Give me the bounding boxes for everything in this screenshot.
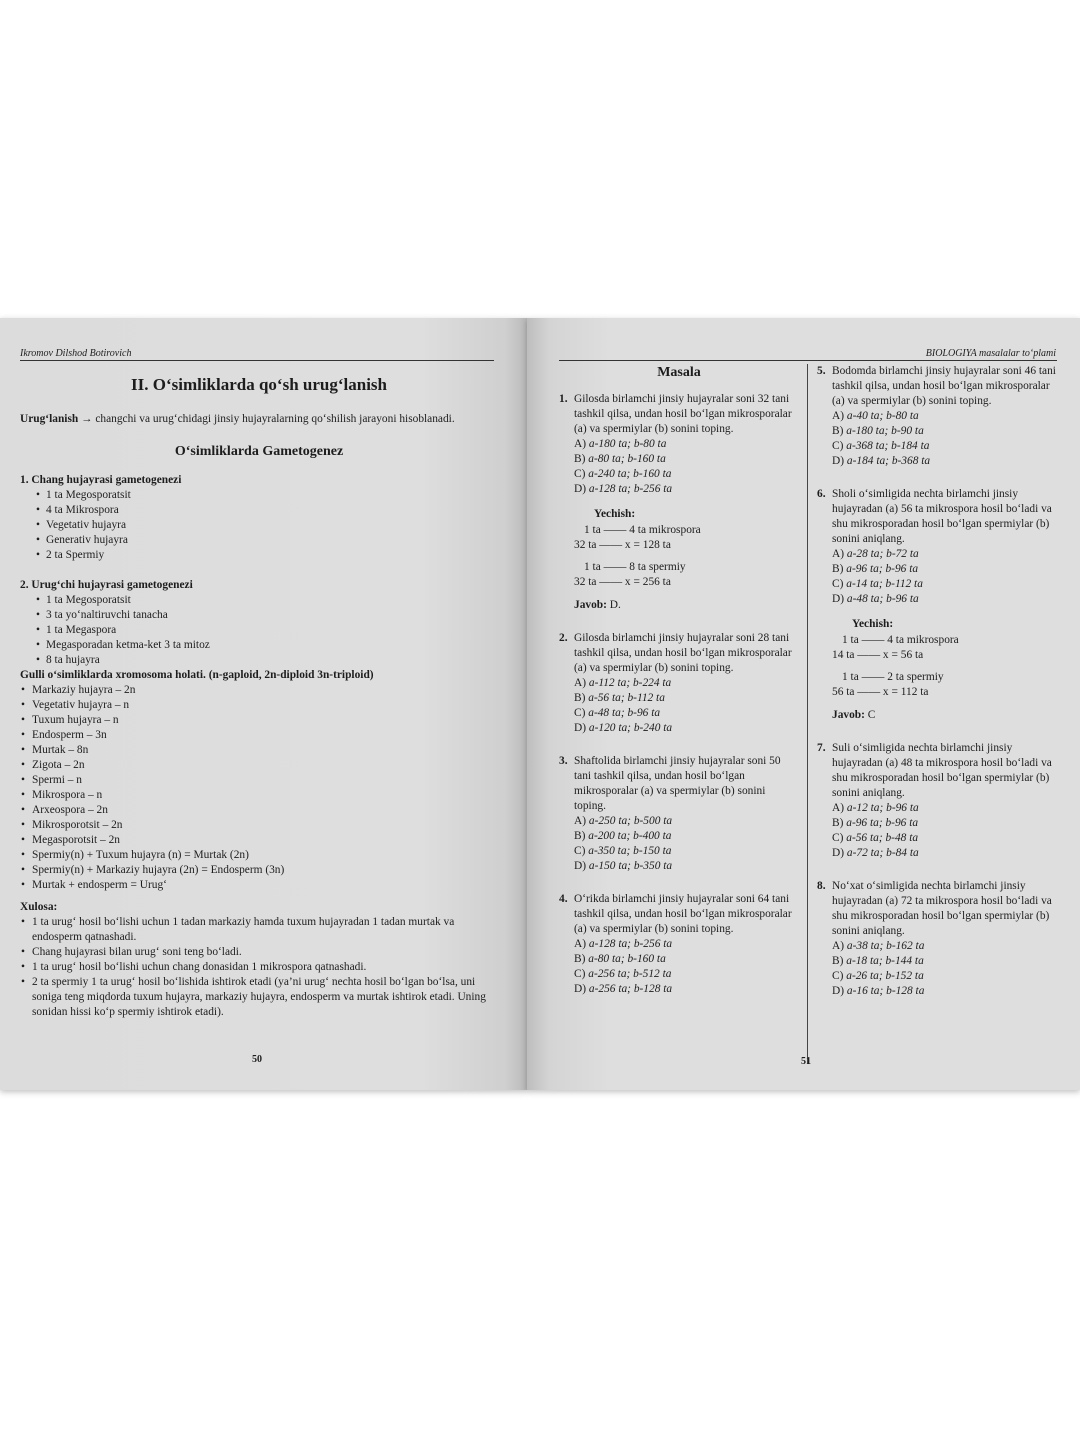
answer-option <box>817 969 1057 984</box>
problem-text: Shaftolida birlamchi jinsiy hujayralar soni 50 tani tashkil qilsa, undan hosil bo‘lgan mikrosporalar (a) va spermiylar (b) sonini toping. <box>574 755 781 812</box>
answer-label: Javob: <box>832 709 865 721</box>
option-letter: D) <box>574 722 587 734</box>
answer-option <box>559 721 799 736</box>
solution-answer <box>832 708 1057 723</box>
solution-line: 1 ta —— 8 ta spermiy <box>584 561 686 573</box>
problem <box>559 631 799 736</box>
section-subtitle: O‘simliklarda Gametogenez <box>174 444 344 459</box>
left-page <box>0 318 527 1090</box>
answer-option <box>817 547 1057 562</box>
option-value: a-128 ta; b-256 ta <box>588 938 673 950</box>
problem-text: Gilosda birlamchi jinsiy hujayralar soni 32 tani tashkil qilsa, undan hosil bo‘lgan mikrosporalar (a) va spermiylar (b) sonini toping. <box>574 393 792 435</box>
problem-question <box>559 631 799 676</box>
option-value: a-26 ta; b-152 ta <box>846 970 924 982</box>
option-letter: C) <box>832 440 844 452</box>
option-value: a-240 ta; b-160 ta <box>588 468 672 480</box>
problem-number: 7. <box>817 742 826 754</box>
option-value: a-56 ta; b-112 ta <box>588 692 665 704</box>
option-value: a-80 ta; b-160 ta <box>588 453 666 465</box>
problem-number: 8. <box>817 880 826 892</box>
answer-option <box>817 816 1057 831</box>
list-item: • Murtak + endosperm = Urug‘ <box>20 878 498 893</box>
section1-heading: 1. Chang hujayrasi gametogenezi <box>20 474 182 486</box>
problem-question <box>817 741 1057 801</box>
conclusion-list <box>20 915 498 1020</box>
problem <box>559 392 799 613</box>
list-item: • Murtak – 8n <box>20 743 498 758</box>
option-letter: C) <box>832 970 844 982</box>
list-item: • Vegetativ hujayra – n <box>20 698 498 713</box>
list-item: • 3 ta yo‘naltiruvchi tanacha <box>20 608 498 623</box>
solution-line: 32 ta —— x = 128 ta <box>574 539 671 551</box>
option-letter: B) <box>832 955 844 967</box>
list-item: • Megasporadan ketma-ket 3 ta mitoz <box>20 638 498 653</box>
option-letter: D) <box>832 593 845 605</box>
option-letter: D) <box>832 455 845 467</box>
list-item: • 2 ta Spermiy <box>20 548 498 563</box>
solution-line: 1 ta —— 4 ta mikrospora <box>842 634 959 646</box>
option-letter: B) <box>574 453 586 465</box>
list-item: • Markaziy hujayra – 2n <box>20 683 498 698</box>
answer-option <box>559 437 799 452</box>
option-value: a-128 ta; b-256 ta <box>588 483 673 495</box>
problem-number: 3. <box>559 755 568 767</box>
answer-value: D. <box>609 599 621 611</box>
answer-option <box>817 577 1057 592</box>
problem <box>817 741 1057 861</box>
arrow-icon: → <box>81 413 93 425</box>
solution-line: 56 ta —— x = 112 ta <box>832 686 929 698</box>
answer-option <box>559 859 799 874</box>
answer-option <box>559 829 799 844</box>
answer-option <box>817 592 1057 607</box>
option-value: a-56 ta; b-48 ta <box>846 832 919 844</box>
option-letter: A) <box>574 938 587 950</box>
problem-question <box>817 364 1057 409</box>
conclusion-heading: Xulosa: <box>20 901 58 913</box>
option-value: a-200 ta; b-400 ta <box>588 830 672 842</box>
option-letter: B) <box>832 563 844 575</box>
solution <box>817 617 1057 723</box>
option-value: a-112 ta; b-224 ta <box>588 677 672 689</box>
option-value: a-16 ta; b-128 ta <box>846 985 925 997</box>
list-item: • 1 ta Megosporatsit <box>20 488 498 503</box>
problem-text: No‘xat o‘simligida nechta birlamchi jinsiy hujayradan (a) 72 ta mikrospora hosil bo‘ladi va shu mikrosporadan hosil bo‘lgan spermiylar (b) sonini aniqlang. <box>832 880 1052 937</box>
answer-option <box>559 937 799 952</box>
option-letter: D) <box>832 985 845 997</box>
solution-heading: Yechish: <box>852 618 894 630</box>
option-value: a-256 ta; b-512 ta <box>588 968 672 980</box>
option-letter: C) <box>574 968 586 980</box>
masala-title: Masala <box>657 365 701 380</box>
option-value: a-96 ta; b-96 ta <box>846 817 919 829</box>
answer-option <box>817 954 1057 969</box>
option-value: a-368 ta; b-184 ta <box>846 440 930 452</box>
option-letter: C) <box>574 468 586 480</box>
option-letter: A) <box>832 410 845 422</box>
list-item: • 1 ta Megosporatsit <box>20 593 498 608</box>
answer-option <box>817 424 1057 439</box>
list-item: • Generativ hujayra <box>20 533 498 548</box>
problem <box>559 892 799 997</box>
option-value: a-180 ta; b-90 ta <box>846 425 924 437</box>
option-value: a-250 ta; b-500 ta <box>588 815 673 827</box>
list-item: • Vegetativ hujayra <box>20 518 498 533</box>
solution-line: 14 ta —— x = 56 ta <box>832 649 924 661</box>
answer-option <box>559 467 799 482</box>
option-value: a-18 ta; b-144 ta <box>846 955 924 967</box>
option-value: a-38 ta; b-162 ta <box>846 940 925 952</box>
solution-line: 1 ta —— 4 ta mikrospora <box>584 524 701 536</box>
problem <box>817 879 1057 999</box>
problem <box>817 364 1057 469</box>
option-letter: B) <box>574 692 586 704</box>
option-letter: A) <box>832 802 845 814</box>
problem-number: 5. <box>817 365 826 377</box>
problem-text: Gilosda birlamchi jinsiy hujayralar soni 28 tani tashkil qilsa, undan hosil bo‘lgan mikrosporalar (a) va spermiylar (b) sonini toping. <box>574 632 792 674</box>
answer-option <box>817 801 1057 816</box>
running-head-right: BIOLOGIYA masalalar to‘plami <box>925 348 1056 359</box>
list-item: • Spermi – n <box>20 773 498 788</box>
list-item: • 8 ta hujayra <box>20 653 498 668</box>
left-content <box>20 374 498 1020</box>
answer-option <box>817 439 1057 454</box>
section2-heading: 2. Urug‘chi hujayrasi gametogenezi <box>20 579 193 591</box>
option-value: a-184 ta; b-368 ta <box>846 455 931 467</box>
definition-text: changchi va urug‘chidagi jinsiy hujayralarning qo‘shilish jarayoni hisoblanadi. <box>95 413 455 425</box>
chapter-title: II. O‘simliklarda qo‘sh urug‘lanish <box>130 375 387 394</box>
option-letter: A) <box>574 438 587 450</box>
chromosome-heading: Gulli o‘simliklarda xromosoma holati. (n-gaploid, 2n-diploid 3n-triploid) <box>20 669 374 681</box>
column-divider <box>807 364 808 1064</box>
chromosome-list <box>20 683 498 893</box>
solution-line: 32 ta —— x = 256 ta <box>574 576 671 588</box>
answer-option <box>559 482 799 497</box>
option-letter: C) <box>832 832 844 844</box>
answer-option <box>559 452 799 467</box>
page-number-left: 50 <box>252 1054 262 1065</box>
solution-answer <box>574 598 799 613</box>
answer-option <box>559 676 799 691</box>
answer-option <box>559 814 799 829</box>
problem-text: Suli o‘simligida nechta birlamchi jinsiy hujayradan (a) 48 ta mikrospora hosil bo‘ladi va shu mikrosporadan hosil bo‘lgan spermiylar (b) sonini aniqlang. <box>832 742 1052 799</box>
answer-option <box>559 691 799 706</box>
option-letter: A) <box>832 940 845 952</box>
option-value: a-180 ta; b-80 ta <box>588 438 667 450</box>
list-item: • 4 ta Mikrospora <box>20 503 498 518</box>
list-item: • 2 ta spermiy 1 ta urug‘ hosil bo‘lishida ishtirok etadi (ya’ni urug‘ nechta hosil bo‘lgan bo‘lsa, uni soniga teng miqdorda tuxum hujayra, markaziy hujayra, endosperm va murtak ishtirok etadi. Uning sonidan hissi ko‘p spermiy ishtirok etadi). <box>20 975 498 1020</box>
definition-term: Urug‘lanish <box>20 413 79 425</box>
list-item: • Tuxum hujayra – n <box>20 713 498 728</box>
list-item: • 1 ta Megaspora <box>20 623 498 638</box>
option-letter: C) <box>574 707 586 719</box>
option-value: a-350 ta; b-150 ta <box>588 845 672 857</box>
option-value: a-96 ta; b-96 ta <box>846 563 919 575</box>
answer-option <box>817 984 1057 999</box>
answer-option <box>559 706 799 721</box>
problem-number: 6. <box>817 488 826 500</box>
list-item: • 1 ta urug‘ hosil bo‘lishi uchun chang donasidan 1 mikrospora qatnashadi. <box>20 960 498 975</box>
problem-question <box>817 487 1057 547</box>
solution-heading: Yechish: <box>594 508 636 520</box>
answer-option <box>559 982 799 997</box>
answer-value: C <box>867 709 876 721</box>
problem-question <box>559 892 799 937</box>
option-letter: B) <box>574 953 586 965</box>
problem-number: 1. <box>559 393 568 405</box>
answer-option <box>559 952 799 967</box>
problem-question <box>559 754 799 814</box>
list-item: • Megasporotsit – 2n <box>20 833 498 848</box>
list-item: • Arxeospora – 2n <box>20 803 498 818</box>
option-value: a-72 ta; b-84 ta <box>846 847 919 859</box>
option-letter: A) <box>574 677 587 689</box>
problem-number: 4. <box>559 893 568 905</box>
option-value: a-150 ta; b-350 ta <box>588 860 673 872</box>
answer-option <box>817 846 1057 861</box>
right-page <box>527 318 1080 1090</box>
answer-option <box>817 831 1057 846</box>
list-item: • 1 ta urug‘ hosil bo‘lishi uchun 1 tadan markaziy hamda tuxum hujayradan 1 tadan murtak va endosperm qatnashadi. <box>20 915 498 945</box>
option-letter: A) <box>574 815 587 827</box>
problem-question <box>559 392 799 437</box>
problem <box>559 754 799 874</box>
option-value: a-12 ta; b-96 ta <box>846 802 919 814</box>
answer-option <box>559 844 799 859</box>
option-letter: A) <box>832 548 845 560</box>
problem-text: Bodomda birlamchi jinsiy hujayralar soni 46 tani tashkil qilsa, undan hosil bo‘lgan mikrosporalar (a) va spermiylar (b) sonini toping. <box>832 365 1056 407</box>
option-letter: B) <box>832 425 844 437</box>
list-item: • Spermiy(n) + Tuxum hujayra (n) = Murtak (2n) <box>20 848 498 863</box>
answer-option <box>817 562 1057 577</box>
list-item: • Spermiy(n) + Markaziy hujayra (2n) = Endosperm (3n) <box>20 863 498 878</box>
list-item: • Zigota – 2n <box>20 758 498 773</box>
answer-label: Javob: <box>574 599 607 611</box>
option-letter: B) <box>574 830 586 842</box>
list-item: • Endosperm – 3n <box>20 728 498 743</box>
option-value: a-120 ta; b-240 ta <box>588 722 673 734</box>
answer-option <box>559 967 799 982</box>
section2-list <box>20 593 498 668</box>
header-rule-right <box>559 360 1057 361</box>
solution-line: 1 ta —— 2 ta spermiy <box>842 671 944 683</box>
definition <box>20 412 498 427</box>
problem-question <box>817 879 1057 939</box>
option-value: a-48 ta; b-96 ta <box>846 593 919 605</box>
list-item: • Chang hujayrasi bilan urug‘ soni teng bo‘ladi. <box>20 945 498 960</box>
option-value: a-256 ta; b-128 ta <box>588 983 673 995</box>
list-item: • Mikrosporotsit – 2n <box>20 818 498 833</box>
section1-list <box>20 488 498 563</box>
running-head-left: Ikromov Dilshod Botirovich <box>20 348 132 359</box>
option-letter: B) <box>832 817 844 829</box>
option-value: a-48 ta; b-96 ta <box>588 707 661 719</box>
option-letter: D) <box>832 847 845 859</box>
answer-option <box>817 409 1057 424</box>
problem-text: Sholi o‘simligida nechta birlamchi jinsiy hujayradan (a) 56 ta mikrospora hosil bo‘ladi va shu mikrosporadan hosil bo‘lgan spermiylar (b) sonini aniqlang. <box>832 488 1052 545</box>
page-number-right: 51 <box>801 1056 811 1067</box>
problems-column-2 <box>817 364 1057 1017</box>
header-rule-left <box>20 360 494 361</box>
option-value: a-28 ta; b-72 ta <box>846 548 919 560</box>
solution <box>559 507 799 613</box>
problem <box>817 487 1057 723</box>
option-letter: D) <box>574 983 587 995</box>
answer-option <box>817 454 1057 469</box>
answer-option <box>817 939 1057 954</box>
list-item: • Mikrospora – n <box>20 788 498 803</box>
option-letter: C) <box>574 845 586 857</box>
problems-column-1 <box>559 364 799 1015</box>
option-letter: C) <box>832 578 844 590</box>
option-value: a-80 ta; b-160 ta <box>588 953 666 965</box>
problem-text: O‘rikda birlamchi jinsiy hujayralar soni 64 tani tashkil qilsa, undan hosil bo‘lgan mikrosporalar (a) va spermiylar (b) sonini toping. <box>574 893 792 935</box>
option-value: a-14 ta; b-112 ta <box>846 578 923 590</box>
option-letter: D) <box>574 483 587 495</box>
problem-number: 2. <box>559 632 568 644</box>
option-value: a-40 ta; b-80 ta <box>846 410 919 422</box>
option-letter: D) <box>574 860 587 872</box>
